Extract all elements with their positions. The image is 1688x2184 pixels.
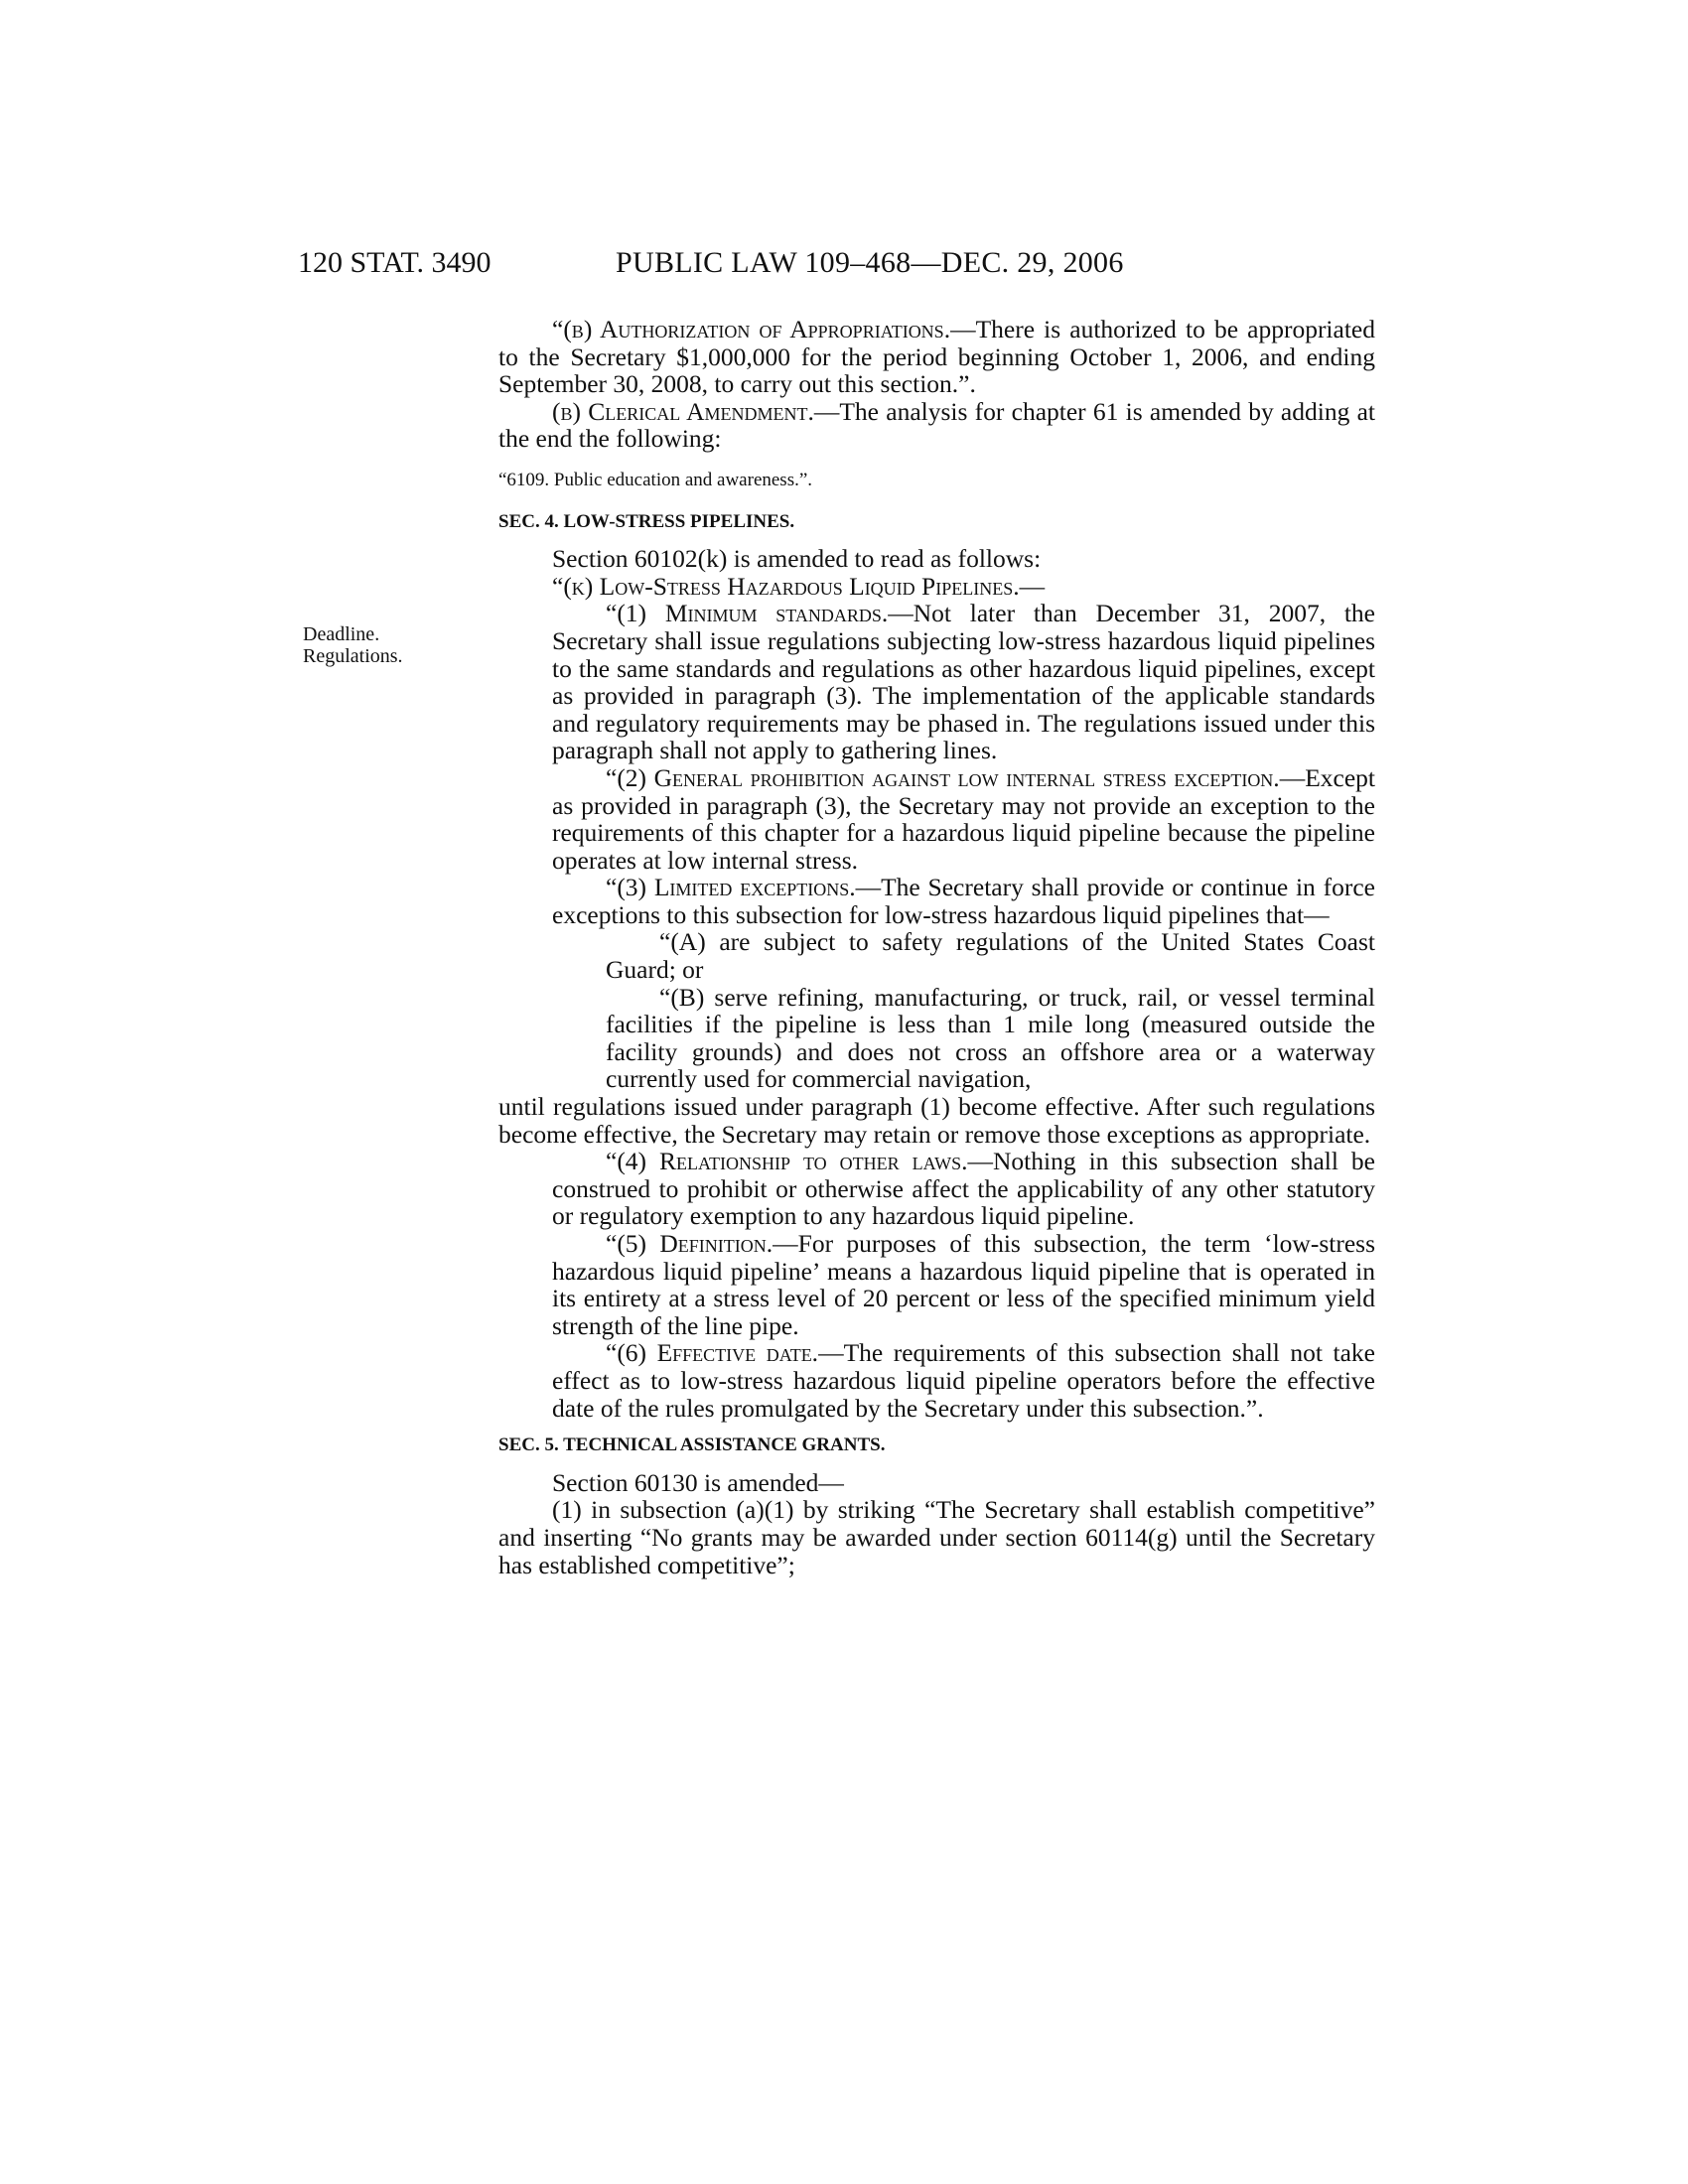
paragraph-authorization <box>498 316 1375 398</box>
subparagraph-b: “(B) serve refining, manufacturing, or truck, rail, or vessel terminal facilities if the pipeline is less than 1 mile long (measured outside the facility grounds) and does not cross an offshore area or a waterway currently used for commercial navigation, <box>606 982 1375 1094</box>
paragraph-label: (b) Clerical Amendment. <box>552 396 814 426</box>
paragraph-3 <box>552 874 1375 928</box>
document-body <box>498 316 1375 1578</box>
paragraph-label: “(5) Definition. <box>606 1229 774 1258</box>
running-head: PUBLIC LAW 109–468—DEC. 29, 2006 <box>616 246 1124 279</box>
margin-note-line: Deadline. <box>303 623 380 645</box>
paragraph-text: —The requirements of this subsection shall not take effect as to low-stress hazardous liquid pipeline operators before the effective date of the rules promulgated by the Secretary under this subsection.”. <box>552 1338 1375 1423</box>
paragraph-text: —Not later than December 31, 2007, the Secretary shall issue regulations subjecting low-stress hazardous liquid pipelines to the same standards and regulations as other hazardous liquid pipelines, except as provided in paragraph (3). The implementation of the applicable standards and regulatory requirements may be phased in. The regulations issued under this paragraph shall not apply to gathering lines. <box>552 599 1375 765</box>
analysis-line: “6109. Public education and awareness.”. <box>498 469 813 490</box>
paragraph-4 <box>552 1148 1375 1230</box>
paragraph-6 <box>552 1339 1375 1422</box>
paragraph-text: —The Secretary shall provide or continue in force exceptions to this subsection for low-stress hazardous liquid pipelines that— <box>552 873 1375 929</box>
paragraph-text: —There is authorized to be appropriated to the Secretary $1,000,000 for the period beginning October 1, 2006, and ending September 30, 2008, to carry out this section.”. <box>498 315 1375 399</box>
paragraph-text: —Nothing in this subsection shall be construed to prohibit or otherwise affect the applicability of any other statutory or regulatory exemption to any hazardous liquid pipeline. <box>552 1147 1375 1231</box>
paragraph-2 <box>552 764 1375 874</box>
paragraph-1 <box>552 600 1375 764</box>
paragraph-text: —Except as provided in paragraph (3), the Secretary may not provide an exception to the requirements of this chapter for a hazardous liquid pipeline because the pipeline operates at low internal stress. <box>552 762 1375 875</box>
paragraph-clerical-amendment <box>498 398 1375 453</box>
paragraph-label: “(2) General prohibition against low internal stress exception. <box>606 762 1280 792</box>
section-heading: SEC. 5. TECHNICAL ASSISTANCE GRANTS. <box>498 1434 886 1456</box>
section-intro: Section 60102(k) is amended to read as follows: <box>552 544 1042 574</box>
paragraph-label: “(b) Authorization of Appropriations. <box>552 315 951 343</box>
paragraph-label: “(6) Effective date. <box>606 1338 819 1368</box>
paragraph-text: —The analysis for chapter 61 is amended by adding at the end the following: <box>498 396 1375 454</box>
paragraph-label: “(3) Limited exceptions. <box>606 873 856 902</box>
margin-note-line: Regulations. <box>303 645 403 667</box>
page-header <box>298 246 1375 290</box>
paragraph-text: —For purposes of this subsection, the term ‘low-stress hazardous liquid pipeline’ means a hazardous liquid pipeline that is operated in its entirety at a stress level of 20 percent or less of the specified minimum yield strength of the line pipe. <box>552 1229 1375 1340</box>
section-intro: Section 60130 is amended— <box>552 1467 844 1497</box>
section-heading: SEC. 4. LOW-STRESS PIPELINES. <box>498 510 795 532</box>
paragraph-3-tail: until regulations issued under paragraph (1) become effective. After such regulations become effective, the Secretary may retain or remove those exceptions as appropriate. <box>498 1092 1375 1149</box>
section-5-paragraph-1: (1) in subsection (a)(1) by striking “The Secretary shall establish competitive” and inserting “No grants may be awarded under section 60114(g) until the Secretary has established competitive”; <box>498 1495 1375 1579</box>
subparagraph-a: “(A) are subject to safety regulations of the United States Coast Guard; or <box>606 927 1375 985</box>
subsection-heading: “(k) Low-Stress Hazardous Liquid Pipelines.— <box>552 571 1046 601</box>
paragraph-label: “(1) Minimum standards. <box>606 599 889 628</box>
stat-citation: 120 STAT. 3490 <box>298 246 492 279</box>
paragraph-5 <box>552 1230 1375 1339</box>
margin-note <box>303 623 403 667</box>
paragraph-label: “(4) Relationship to other laws. <box>606 1147 968 1176</box>
